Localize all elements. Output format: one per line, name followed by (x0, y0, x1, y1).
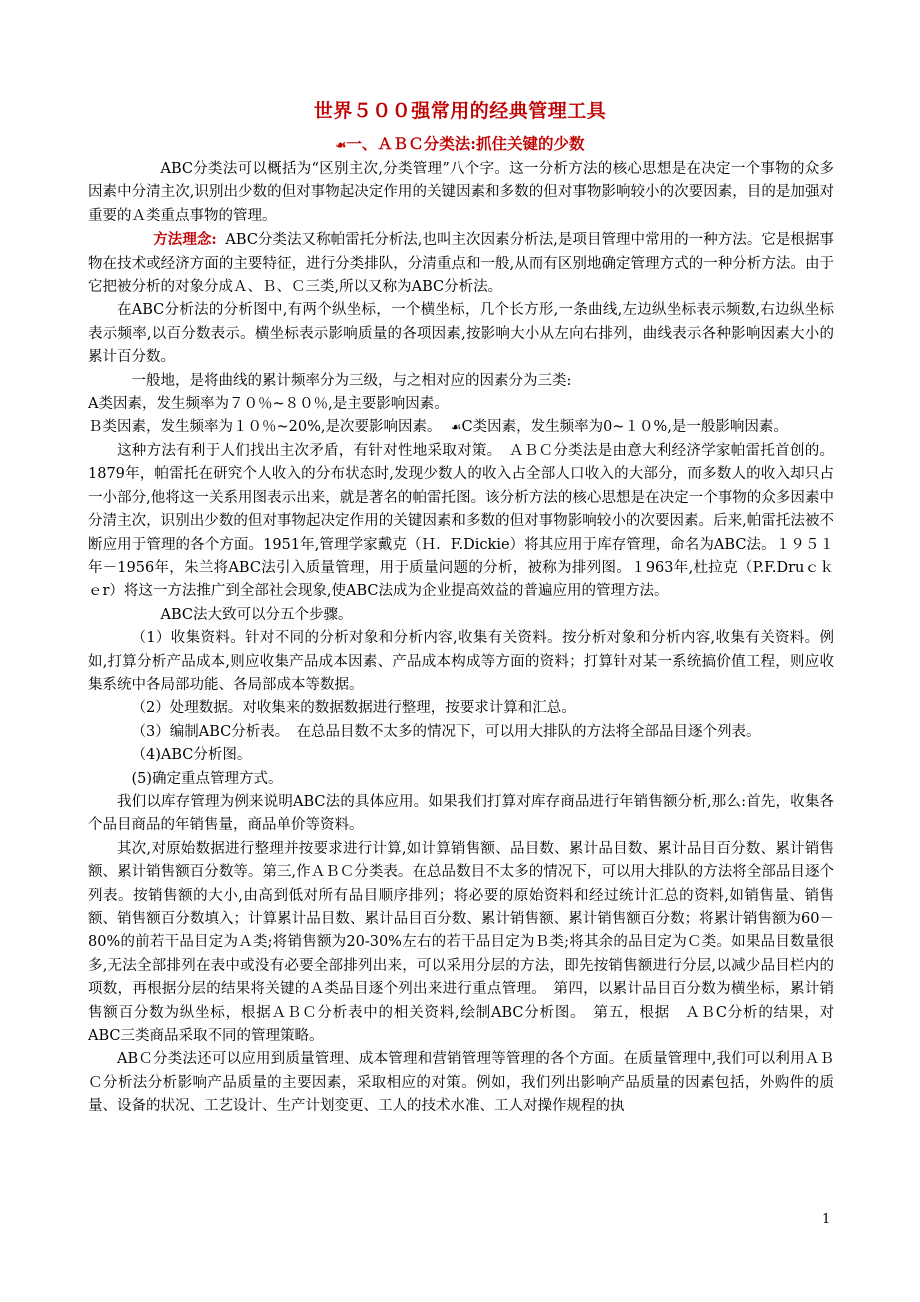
class-b-text: Ｂ类因素，发生频率为１０％~20%,是次要影响因素。 (88, 419, 442, 436)
document-title: 世界５００强常用的经典管理工具 (313, 100, 607, 122)
class-bc-line (88, 416, 834, 439)
procedure-paragraph: 其次,对原始数据进行整理并按要求进行计算,如计算销售额、品目数、累计品目数、累计品目百分数、累计销售额、累计销售额百分数等。第三,作ＡＢＣ分类表。在总品数目不太多的情况下，可以用大排队的方法将全部品目逐个列表。按销售额的大小,由高到低对所有品目顺序排列；将必要的原始资料和经过统计汇总的资料,如销售量、销售额、销售额百分数填入；计算累计品目数、累计品目百分数、累计销售额、累计销售额百分数；将累计销售额为60－80%的前若干品目定为Ａ类;将销售额为20-30%左右的若干品目定为Ｂ类;将其余的品目定为Ｃ类。如果品目数量很多,无法全部排列在表中或没有必要全部排列出来，可以采用分层的方法，即先按销售额进行分层,以减少品目栏内的项数，再根据分层的结果将关键的Ａ类品目逐个列出来进行重点管理。 第四，以累计品目百分数为横坐标，累计销售额百分数为纵坐标，根据ＡＢＣ分析表中的相关资料,绘制ABC分析图。 第五，根据 ＡＢC分析的结果，对 ABC三类商品采取不同的管理策略。 (88, 840, 849, 1045)
chart-description-paragraph: 在ABC分析法的分析图中,有两个纵坐标，一个横坐标，几个长方形,一条曲线,左边纵坐标表示频数,右边纵坐标表示频率,以百分数表示。横坐标表示影响质量的各项因素,按影响大小从左向右排列，曲线表示各种影响因素大小的累计百分数。 (88, 302, 834, 366)
concept-label: 方法理念: (153, 231, 217, 249)
levels-intro-paragraph: 一般地，是将曲线的累计频率分为三级，与之相对应的因素分为三类: (131, 372, 572, 389)
step-item: (5)确定重点管理方式。 (131, 770, 283, 787)
step-item: （2）处理数据。对收集来的数据数据进行整理，按要求计算和汇总。 (131, 700, 576, 717)
leaf-bullet-icon: ☙ (450, 420, 462, 435)
application-paragraph: ABＣ分类法还可以应用到质量管理、成本管理和营销管理等管理的各个方面。在质量管理中,我们可以利用ＡＢＣ分析法分析影响产品质量的主要因素，采取相应的对策。例如，我们列出影响产品质量的因素包括，外购件的质量、设备的状况、工艺设计、生产计划变更、工人的技术水准、工人对操作规程的执 (88, 1051, 834, 1115)
leaf-bullet-icon: ☙ (335, 138, 347, 152)
class-c-text: C类因素，发生频率为0~１０%,是一般影响因素。 (461, 419, 788, 436)
concept-paragraph (88, 228, 834, 299)
class-a-line: A类因素，发生频率为７０％~８０％,是主要影响因素。 (88, 396, 449, 413)
concept-text: ABC分类法又称帕雷托分析法,也叫主次因素分析法,是项目管理中常用的一种方法。它是根据事物在技术或经济方面的主要特征，进行分类排队，分清重点和一般,从而有区别地确定管理方式的一种分析方法。由于它把被分析的对象分成Ａ、Ｂ、Ｃ三类,所以又称为ABC分析法。 (88, 232, 834, 296)
intro-paragraph: ABC分类法可以概括为“区别主次,分类管理”八个字。这一分析方法的核心思想是在决定一个事物的众多因素中分清主次,识别出少数的但对事物起决定作用的关键因素和多数的但对事物影响较小的次要因素，目的是加强对重要的Ａ类重点事物的管理。 (88, 161, 834, 224)
history-paragraph: 这种方法有利于人们找出主次矛盾，有针对性地采取对策。 ＡＢＣ分类法是由意大利经济学家帕雷托首创的。1879年，帕雷托在研究个人收入的分布状态时,发现少数人的收入占全部人口收入的大部分，而多数人的收入却只占一小部分,他将这一关系用图表示出来，就是著名的帕雷托图。该分析方法的核心思想是在决定一个事物的众多因素中分清主次，识别出少数的但对事物起决定作用的关键因素和多数的但对事物影响较小的次要因素。后来,帕雷托法被不断应用于管理的各个方面。1951年,管理学家戴克（Ｈ．F.Dickie）将其应用于库存管理，命名为ABC法。１９５１年－1956年，朱兰将ABC法引入质量管理，用于质量问题的分析，被称为排列图。１963年,杜拉克（P.F.Druｃｋｅr）将这一方法推广到全部社会现象,使ABC法成为企业提高效益的普遍应用的管理方法。 (88, 442, 834, 600)
step-item: （1）收集资料。针对不同的分析对象和分析内容,收集有关资料。按分析对象和分析内容,收集有关资料。例如,打算分析产品成本,则应收集产品成本因素、产品成本构成等方面的资料；打算针对某一系统搞价值工程，则应收集系统中各局部功能、各局部成本等数据。 (88, 630, 834, 693)
step-item: （3）编制ABC分析表。 在总品目数不太多的情况下，可以用大排队的方法将全部品目逐个列表。 (131, 723, 761, 740)
document-body (88, 158, 849, 1119)
example-paragraph: 我们以库存管理为例来说明ABC法的具体应用。如果我们打算对库存商品进行年销售额分析,那么:首先，收集各个品目商品的年销售量，商品单价等资料。 (88, 793, 834, 834)
steps-intro-paragraph: ABC法大致可以分五个步骤。 (160, 606, 353, 623)
section-heading (0, 132, 920, 154)
section-heading-text: 一、ＡＢＣ分类法:抓住关键的少数 (346, 134, 585, 153)
step-item: （4)ABC分析图。 (131, 747, 252, 764)
page-number: 1 (822, 1212, 831, 1227)
